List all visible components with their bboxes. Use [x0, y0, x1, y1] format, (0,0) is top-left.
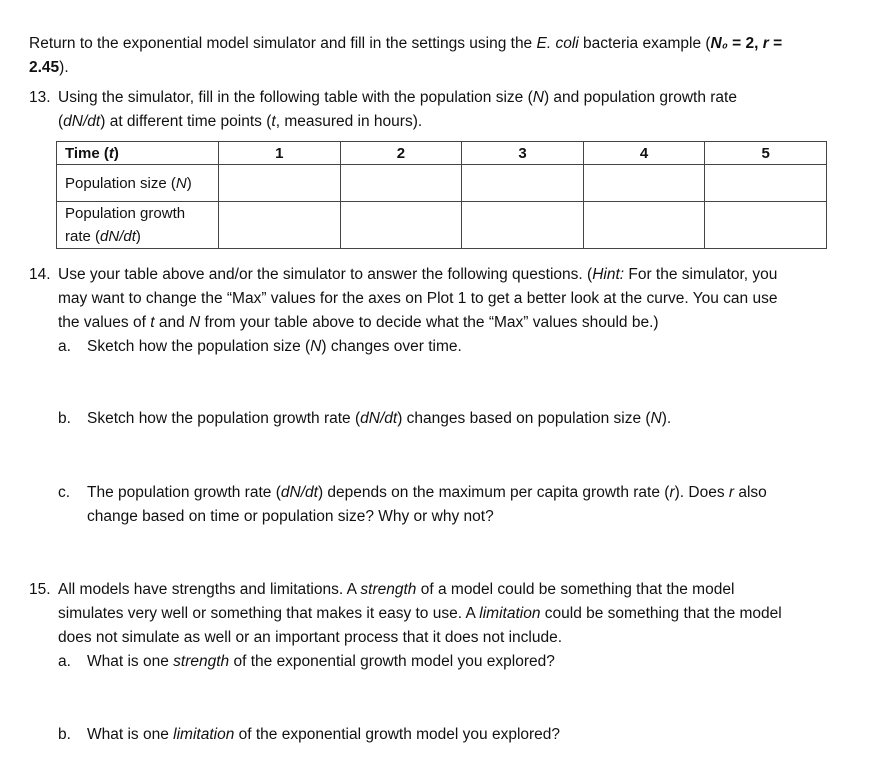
var-t: t: [108, 144, 114, 162]
intro-line-2: [29, 56, 69, 80]
time-point-cell: 4: [583, 142, 705, 165]
r-label: r: [762, 35, 769, 52]
sub-letter: a.: [58, 338, 71, 355]
var-r: r: [669, 484, 675, 501]
time-point-cell: 5: [705, 142, 827, 165]
text: ) and population growth rate: [543, 89, 737, 106]
question-14-line-3: [58, 311, 659, 335]
text: Population size (: [65, 174, 176, 192]
text: the values of: [58, 314, 151, 331]
population-size-input-cell[interactable]: [705, 165, 827, 202]
time-label-cell: [57, 142, 219, 165]
text: of the exponential growth model you explored?: [229, 653, 555, 670]
growth-rate-label: [57, 202, 219, 249]
data-table: [56, 141, 827, 249]
text: ): [186, 174, 192, 192]
question-number: 13.: [29, 89, 51, 106]
text: The population growth rate (: [87, 484, 281, 501]
question-15-line-2: [58, 602, 782, 626]
text: , measured in hours).: [275, 113, 423, 130]
question-14-line-2: may want to change the “Max” values for the axes on Plot 1 to get a better look at the curve. You can use: [58, 290, 778, 307]
text: ) changes over time.: [321, 338, 462, 355]
text: Sketch how the population growth rate (: [87, 410, 361, 427]
sub-letter: c.: [58, 484, 71, 501]
text: Population growth: [65, 205, 186, 222]
text: Sketch how the population size (: [87, 338, 311, 355]
text: also: [734, 484, 767, 501]
text: ). Does: [674, 484, 729, 501]
intro-species: E. coli: [536, 35, 579, 52]
text: ) at different time points (: [100, 113, 272, 130]
emph-limitation: limitation: [479, 605, 541, 622]
text: Use your table above and/or the simulator to answer the following questions. (: [58, 266, 593, 283]
text: ).: [661, 410, 672, 427]
intro-suffix: ).: [59, 59, 69, 76]
text: from your table above to decide what the “Max” values should be.): [200, 314, 659, 331]
population-size-input-cell[interactable]: [340, 165, 462, 202]
var-n: N: [650, 410, 662, 427]
time-point-cell: 1: [219, 142, 341, 165]
r-equals: =: [768, 35, 783, 52]
question-13-line-1: [29, 86, 737, 110]
text: Time (: [65, 144, 109, 162]
var-n: N: [532, 89, 544, 106]
time-point-cell: 2: [340, 142, 462, 165]
question-15-line-1: [29, 578, 734, 602]
var-dndt: dN/dt: [280, 484, 318, 501]
population-size-input-cell[interactable]: [462, 165, 584, 202]
emph-strength: strength: [360, 581, 417, 598]
var-n: N: [310, 338, 322, 355]
text: ): [135, 228, 141, 245]
sub-letter: a.: [58, 653, 71, 670]
question-14a: [58, 335, 462, 359]
var-t: t: [271, 113, 276, 130]
text: Using the simulator, fill in the following table with the population size (: [58, 89, 533, 106]
question-14b: [58, 407, 671, 431]
growth-rate-input-cell[interactable]: [219, 202, 341, 249]
table-header-row: [57, 142, 827, 165]
growth-rate-row: [57, 202, 827, 249]
question-15-line-3: does not simulate as well or an important process that it does not include.: [58, 629, 563, 646]
question-number: 15.: [29, 581, 51, 598]
intro-text: bacteria example (: [578, 35, 711, 52]
var-t: t: [150, 314, 155, 331]
var-dndt: dN/dt: [360, 410, 398, 427]
var-n: N: [175, 174, 187, 192]
intro-text: Return to the exponential model simulator and fill in the settings using the: [29, 35, 537, 52]
var-dndt: dN/dt: [100, 228, 136, 245]
intro-line-1: [29, 32, 782, 56]
text: What is one: [87, 726, 174, 743]
question-14c-line-1: [58, 481, 767, 505]
population-size-label: [57, 165, 219, 202]
question-15a: [58, 650, 555, 674]
var-dndt: dN/dt: [63, 113, 101, 130]
sub-letter: b.: [58, 410, 71, 427]
var-n: N: [189, 314, 201, 331]
text: could be something that the model: [540, 605, 782, 622]
text: rate (: [65, 228, 101, 245]
growth-rate-input-cell[interactable]: [705, 202, 827, 249]
text: of a model could be something that the model: [416, 581, 735, 598]
text: For the simulator, you: [624, 266, 778, 283]
question-13-line-2: [58, 110, 422, 134]
population-size-row: [57, 165, 827, 202]
text: and: [154, 314, 189, 331]
growth-rate-input-cell[interactable]: [462, 202, 584, 249]
text: ) depends on the maximum per capita growth rate (: [317, 484, 670, 501]
text: ) changes based on population size (: [397, 410, 651, 427]
growth-rate-input-cell[interactable]: [340, 202, 462, 249]
question-number: 14.: [29, 266, 51, 283]
growth-rate-input-cell[interactable]: [583, 202, 705, 249]
text: What is one: [87, 653, 174, 670]
emph-limitation: limitation: [173, 726, 235, 743]
question-14-line-1: [29, 263, 777, 287]
question-15b: [58, 723, 560, 747]
text: (: [58, 113, 64, 130]
n0-value: = 2,: [727, 35, 763, 52]
question-14c-line-2: change based on time or population size? Why or why not?: [87, 508, 494, 525]
text: ): [113, 144, 119, 162]
population-size-input-cell[interactable]: [583, 165, 705, 202]
text: All models have strengths and limitations. A: [58, 581, 361, 598]
population-size-input-cell[interactable]: [219, 165, 341, 202]
sub-letter: b.: [58, 726, 71, 743]
var-r: r: [728, 484, 735, 501]
time-point-cell: 3: [462, 142, 584, 165]
text: of the exponential growth model you explored?: [234, 726, 561, 743]
emph-strength: strength: [173, 653, 230, 670]
n0-label: N₀: [710, 35, 728, 52]
r-value: 2.45: [29, 59, 60, 76]
text: simulates very well or something that makes it easy to use. A: [58, 605, 480, 622]
hint-label: Hint:: [592, 266, 625, 283]
